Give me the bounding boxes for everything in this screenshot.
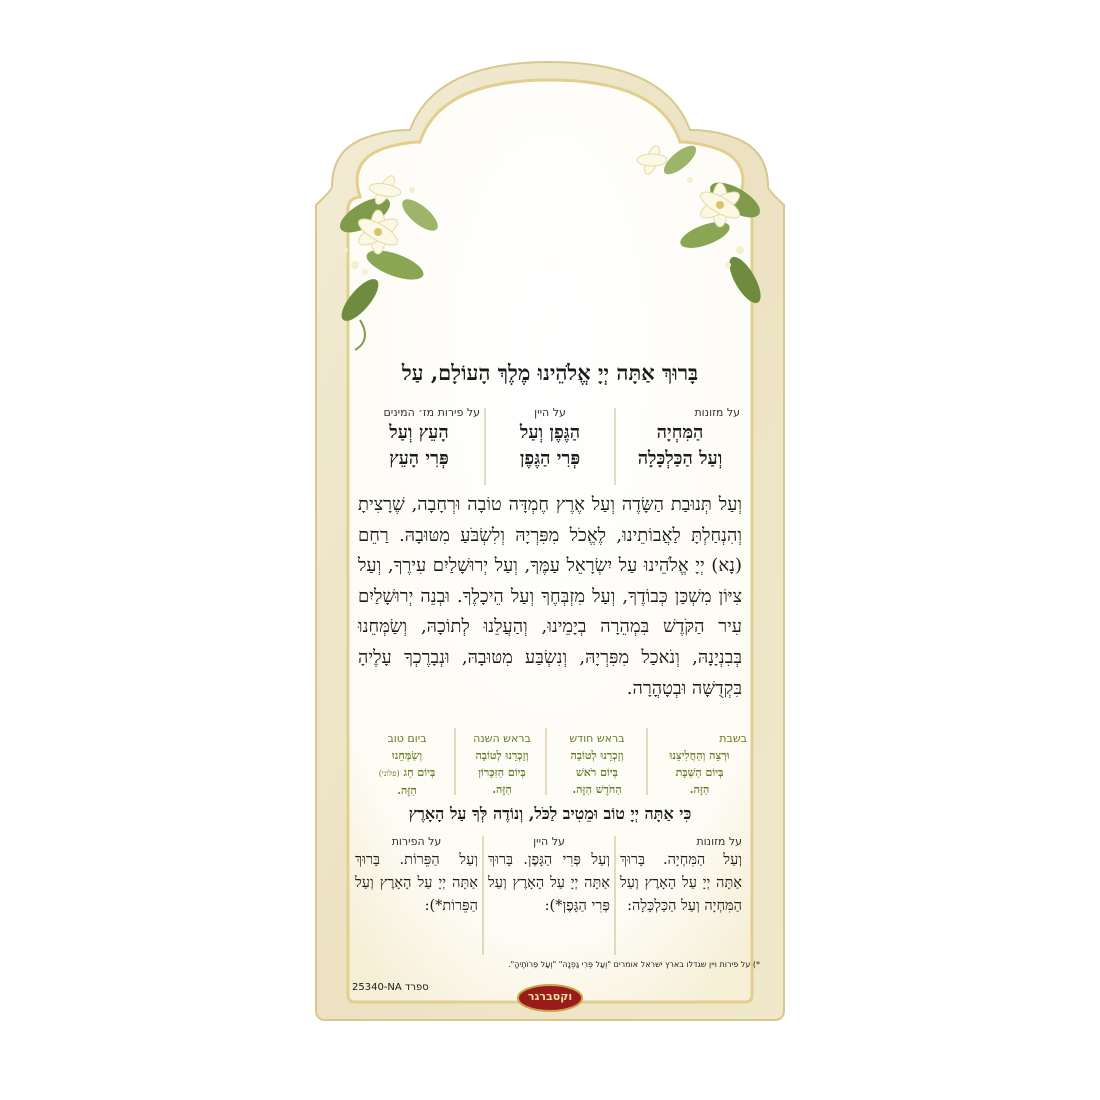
- insertion-rosh-chodesh-line1: וְזָכְרֵנוּ לְטוֹבָה: [570, 749, 624, 762]
- top-col-wine-line1: הַגֶּפֶן וְעַל: [519, 422, 581, 443]
- insertion-yom-tov: [362, 730, 452, 799]
- bottom-col-fruits-text: וְעַל הַפֵּרוֹת. בָּרוּךְ אַתָּה יְיָ עַל הָאָרֶץ וְעַל הַפֵּרוֹת*):: [355, 852, 478, 914]
- top-col-fruits-line2: פְּרִי הָעֵץ: [389, 448, 449, 469]
- top-col-mezonot-line2: וְעַל הַכַּלְכָּלָה: [637, 448, 723, 469]
- top-col-mezonot-line1: הַמִּחְיָה: [656, 422, 704, 443]
- bottom-col-mezonot: [620, 835, 742, 918]
- insertion-shabbat-line3: הַזֶּה.: [689, 783, 710, 796]
- insertion-rosh-chodesh-line3: הַחֹדֶשׁ הַזֶּה.: [572, 783, 622, 796]
- insertion-shabbat: [652, 730, 747, 798]
- insertion-rosh-hashana-line1: וְזָכְרֵנוּ לְטוֹבָה: [475, 749, 529, 762]
- closing-blessing: כִּי אַתָּה יְיָ טוֹב וּמֵטִיב לַכֹּל, וְנוֹדֶה לְּךָ עַל הָאָרֶץ: [408, 804, 692, 823]
- insertion-rosh-hashana-line2: בְּיוֹם הַזִּכָּרוֹן: [478, 766, 526, 779]
- insertion-yom-tov-label: ביום טוב: [387, 732, 427, 745]
- bottom-col-mezonot-label: על מזונות: [696, 835, 742, 848]
- bottom-col-wine-text: וְעַל פְּרִי הַגָּפֶן. בָּרוּךְ אַתָּה יְיָ עַל הָאָרֶץ וְעַל פְּרִי הַגָּפֶן*):: [488, 852, 610, 914]
- insertion-rosh-chodesh-line2: בְּיוֹם רֹאשׁ: [576, 766, 618, 779]
- footnote: *) על פירות ויין שגדלו בארץ ישראל אומרים "וְעַל פְּרִי גַפְנָהּ" "וְעַל פֵּרוֹתֶיהָ".: [507, 960, 760, 969]
- insertion-yom-tov-line2-wrap: [362, 764, 452, 782]
- insertion-yom-tov-line2: בְּיוֹם חַג: [403, 766, 436, 779]
- insertion-yom-tov-note: (פלוני): [378, 769, 400, 778]
- insertion-yom-tov-line3: הַזֶּה.: [397, 784, 417, 797]
- catalog-number: 25340-NA ספרד: [352, 982, 429, 993]
- insertion-shabbat-label: בשבת: [719, 732, 747, 745]
- bottom-col-wine: [488, 835, 610, 918]
- top-col-fruits-label: על פירות מז׳ המינים: [383, 406, 480, 419]
- top-col-wine-label: על היין: [534, 406, 566, 419]
- top-col-mezonot: [620, 406, 740, 469]
- insertion-rosh-chodesh-label: בראש חודש: [569, 732, 625, 745]
- top-col-wine-line2: פְּרִי הַגֶּפֶן: [519, 448, 581, 469]
- insertion-rosh-hashana-line3: הַזֶּה.: [492, 783, 512, 796]
- top-col-mezonot-label: על מזונות: [694, 406, 740, 419]
- insertion-yom-tov-line1: וְשַׂמְּחֵנוּ: [391, 749, 423, 762]
- bottom-col-mezonot-text: וְעַל הַמִּחְיָה. בָּרוּךְ אַתָּה יְיָ עַל הָאָרֶץ וְעַל הַמִּחְיָה וְעַל הַכַּלְכָּלָה:: [620, 852, 742, 914]
- insertion-rosh-chodesh: [551, 730, 643, 798]
- opening-blessing: בָּרוּךְ אַתָּה יְיָ אֱלֹהֵינוּ מֶלֶךְ הָעוֹלָם, עַל: [401, 360, 699, 385]
- top-col-wine: [490, 406, 610, 469]
- insertion-rosh-hashana-label: בראש השנה: [473, 732, 531, 745]
- top-col-fruits-line1: הָעֵץ וְעַל: [389, 422, 449, 443]
- insertion-shabbat-line1: וּרְצֵה וְהַחֲלִיצֵנוּ: [669, 749, 730, 762]
- bottom-col-fruits: [355, 835, 478, 918]
- insertion-shabbat-line2: בְּיוֹם הַשַּׁבָּת: [675, 766, 724, 779]
- brand-logo-text: וקסברגר: [527, 990, 573, 1003]
- main-blessing-text: וְעַל תְּנוּבַת הַשָּׂדֶה וְעַל אֶרֶץ חֶמְדָּה טוֹבָה וּרְחָבָה, שֶׁרָצִיתָ וְהִנְחַלְתָּ לַאֲבוֹתֵינוּ, לֶאֱכֹל מִפִּרְיָהּ וְלִשְׂבֹּעַ מִטּוּבָהּ. רַחֵם (נָא) יְיָ אֱלֹהֵינוּ עַל יִשְׂרָאֵל עַמֶּךָ, וְעַל יְרוּשָׁלַיִם עִירֶךָ, וְעַל צִיּוֹן מִשְׁכַּן כְּבוֹדֶךָ, וְעַל מִזְבְּחֶךָ וְעַל הֵיכָלֶךָ. וּבְנֵה יְרוּשָׁלַיִם עִיר הַקֹּדֶשׁ בִּמְהֵרָה בְיָמֵינוּ, וְהַעֲלֵנוּ לְתוֹכָהּ, וְשַׂמְּחֵנוּ בְּבִנְיָנָהּ, וְנֹאכַל מִפִּרְיָהּ, וְנִשְׂבַּע מִטּוּבָהּ, וּנְבָרֶכְךָ עָלֶיהָ בִּקְדֻשָּׁה וּבְטָהֳרָה.: [358, 494, 742, 699]
- bottom-col-fruits-label: על הפירות: [391, 835, 442, 848]
- insertion-rosh-hashana: [460, 730, 544, 798]
- bottom-col-wine-label: על היין: [533, 835, 565, 848]
- top-col-fruits: [358, 406, 480, 469]
